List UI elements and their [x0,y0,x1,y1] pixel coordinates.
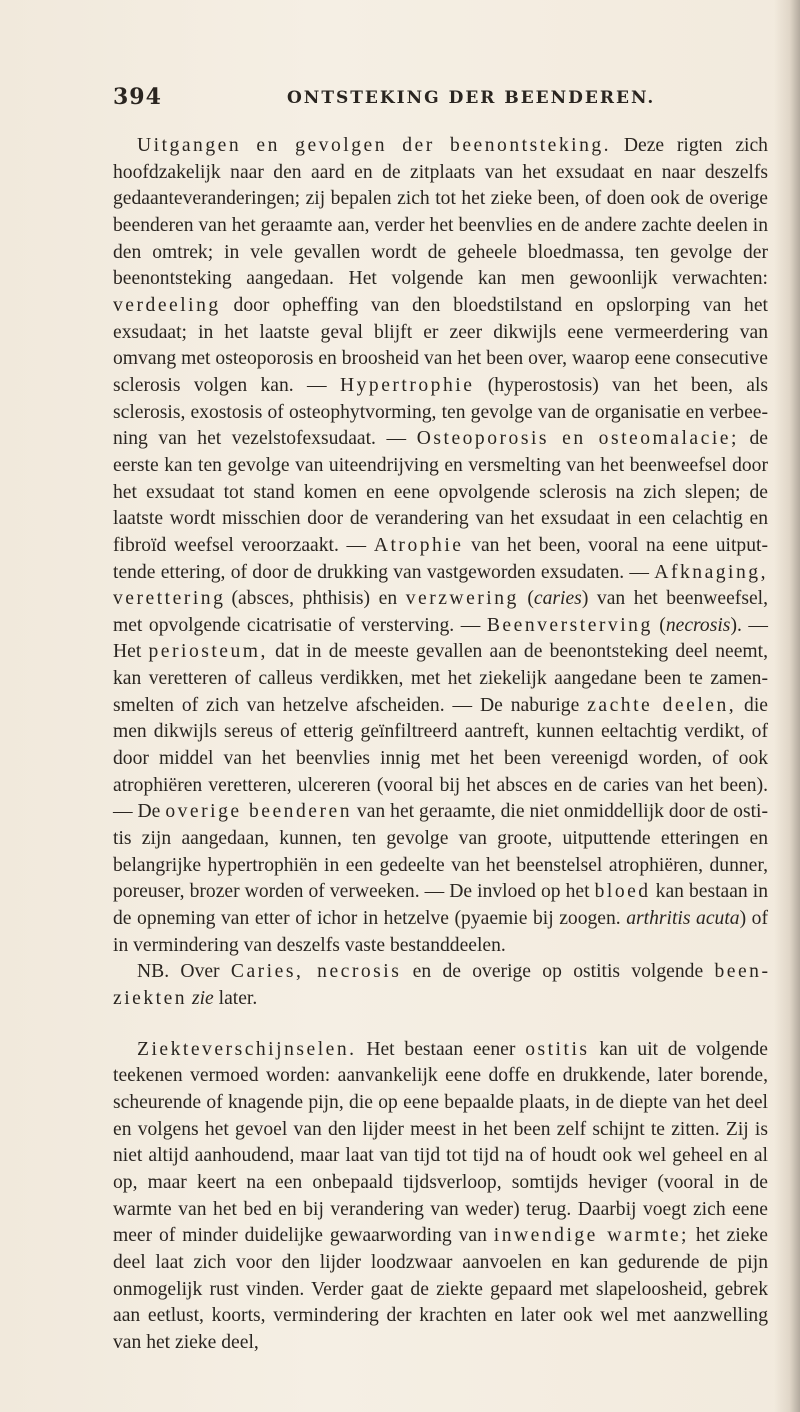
term-atrophie: Atrophie [373,534,464,556]
page-header [113,84,740,114]
text-span: NB. Over [137,961,231,983]
paragraph-uitgangen [113,133,768,959]
term-overige-beenderen: overige beenderen [165,801,352,823]
text-span: van het geraamte, die niet onmiddellijk door de ostitis zijn aangedaan, kunnen, ten gevolge van groote, uitputtende etteringen en belangrijke hypertrophiën in een gedeelte van het beenstelsel atrophiëren, dunner, poreuser, brozer worden of verweeken. — De invloed op het [113,801,768,903]
text-span: later. [213,988,258,1009]
text-span: van het been, vooral na eene uitputtende ettering, of door de drukking van vastgeworden exsudaten. — [113,534,769,583]
term-bloed: bloed [594,881,651,903]
text-span: Het bestaan eener [356,1038,526,1060]
term-caries-necrosis: Caries, necrosis [230,961,402,983]
term-afknaging: Afknaging, veretterin [113,561,768,610]
heading-ziekteverschijnselen: Ziekteverschijnselen. [137,1038,357,1060]
text-span: door opheffing van den bloedstilstand en opslorping van het exsudaat; in het laatste geval blijft er zeer dikwijls eene vermeerdering van omvang met osteoporosis en broosheid van het been over, waarop eene consecutive sclerosis volgen kan. — [113,294,768,396]
text-span: kan bestaan in de opneming van etter of ichor in hetzelve (pyaemie bij zoogen. [113,881,769,930]
term-verzwering: verzwering [405,588,519,610]
page-number: 394 [113,84,162,110]
text-span: die men dikwijls sereus of etterig geïnfiltreerd aantreft, kunnen eeltachtig verdikt, of door middel van het beenvlies innig met het been vereenigd worden, of ook atrophiëren veretteren, ulcereren (vooral bij het absces en de caries van het been). — De [113,694,768,823]
text-span: ( [652,614,666,636]
term-beenziekten: beenziekten [113,961,768,1009]
text-span: Deze rigten zich hoofdzakelijk naar den aard en de zitplaats van het exsudaat en naar deszelfs gedaanteveranderingen; zij bepalen zich tot het zieke been, of doen ook de overige beenderen van het geraamte aan, verder het beenvlies en de andere zachte deelen in den omtrek; in vele gevallen wordt de geheele bloedmassa, ten gevolge der beenontsteking aangedaan. Het volgende kan men gewoonlijk verwachten: [113,135,768,290]
term-verdeeling: verdeeling [113,294,221,316]
text-span: ) of in vermindering van deszelfs vaste bestanddeelen. [113,908,768,956]
body-text [113,133,768,1357]
text-span: en de overige op ostitis volgende [401,961,715,983]
text-span: het zieke deel laat zich voor den lijder loodzwaar aanvoelen en kan gedurende de pijn onmogelijk rust vinden. Verder gaat de ziekte gepaard met slapeloosheid, gebrek aan eetlust, koorts, vermindering der krachten en later ook wel met aanzwelling van het zieke deel, [113,1225,768,1353]
text-span: kan uit de volgende teekenen vermoed worden: aanvankelijk eene doffe en drukkende, later borende, scheurende of knagende pijn, die op eene bepaalde plaats, in de diepte van het deel en volgens het gevoel van den lijder meest in het been zelf schijnt te zitten. Zij is niet altijd aanhoudend, maar laat van tijd tot tijd na of houdt ook wel geheel en al op, maar keert na een onbepaald tijdsverloop, somtijds heviger (vooral in de warmte van het bed en bij verandering van weder) terug. Daarbij voegt zich eene meer of minder duidelijke gewaarwording van [113,1038,768,1247]
text-span: g (absces, phthisis) en [213,588,406,610]
term-necrosis: necrosis [665,614,731,636]
term-beenversterving: Beenversterving [486,614,653,636]
text-span: ) van het beenweefsel, met opvolgende cicatrisatie of versterving. — [113,588,768,636]
term-arthritis: arthritis acuta [626,908,740,930]
text-span: (hyperostosis) van het been, als sclerosis, exostosis of osteophytvorming, ten gevolge van de organisatie en verbeening van het vezelstofexsudaat. — [113,374,769,450]
page-edge-shadow [774,0,800,1412]
paragraph-gap [113,1013,768,1037]
paragraph-ziekteverschijnselen [113,1037,768,1357]
term-caries: caries [533,588,582,610]
term-zie: zie [191,988,214,1009]
text-span: dat in de meeste gevallen aan de beenontsteking deel neemt, kan veretteren of calleus verdikken, met het ziekelijk aangedane been te zamensmelten of zich van hetzelve afscheiden. — De naburige [113,641,768,716]
term-ostitis: ostitis [525,1038,590,1060]
term-osteoporosis: Osteoporosis en osteomalacie; [416,428,739,450]
running-title: ONTSTEKING DER BEENDEREN. [287,88,656,108]
term-inwendige-warmte: inwendige warmte; [493,1225,689,1247]
term-periosteum: periosteum, [148,641,268,663]
heading-uitgangen: Uitgangen en gevolgen der beenontsteking. [137,135,612,156]
text-span: ( [518,588,534,610]
text-span: de eerste kan ten gevolge van uiteendrijving en versmelting van het beenweefsel door het exsudaat tot stand komen en eene opvolgende sclerosis na zich slepen; de laatste wordt misschien door de verandering van het exsudaat in een celachtig en fibroïd weefsel veroorzaakt. — [113,428,768,556]
paragraph-nb [113,959,768,1012]
term-hypertrophie: Hypertrophie [339,374,475,396]
term-zachte-deelen: zachte deelen, [587,694,737,716]
text-span: ). — Het [113,614,768,663]
